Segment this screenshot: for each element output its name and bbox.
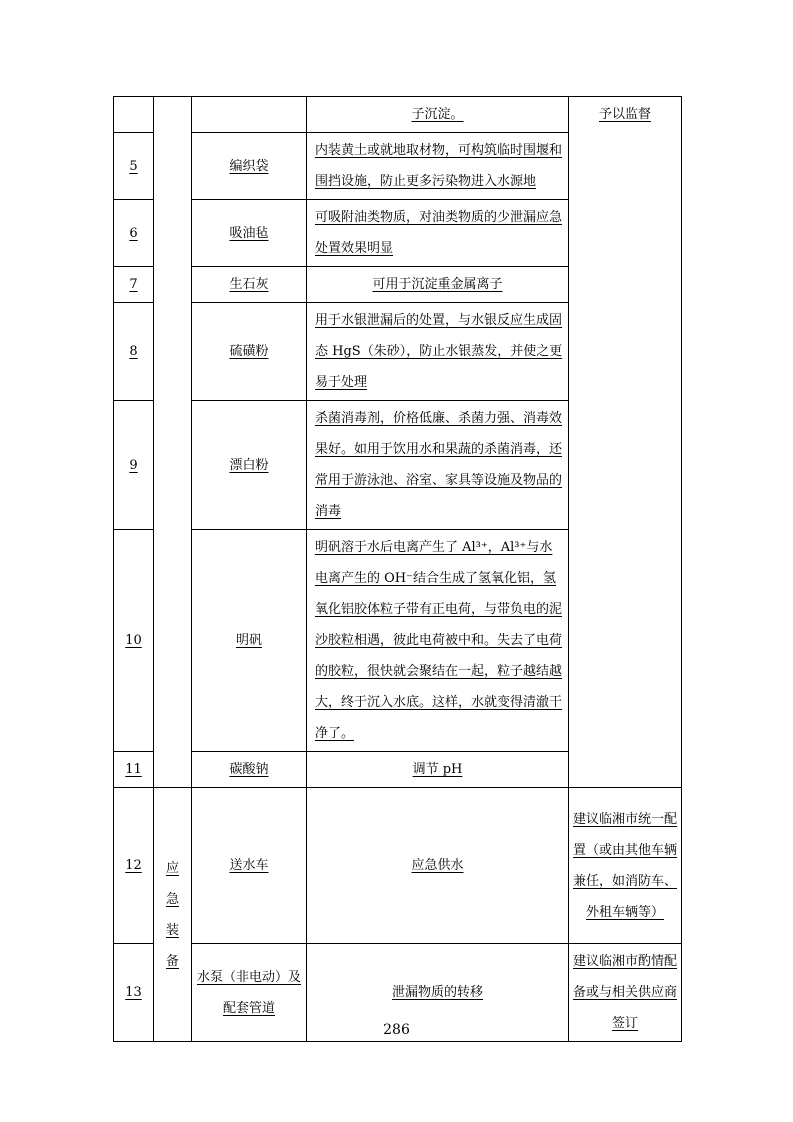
page-number: 286 <box>383 1022 410 1038</box>
material-name: 编织袋 <box>192 133 307 200</box>
row-number: 13 <box>114 944 154 1042</box>
row-number: 5 <box>114 133 154 200</box>
material-desc: 可用于沉淀重金属离子 <box>307 267 569 303</box>
equipment-note: 建议临湘市酌情配备或与相关供应商签订 <box>569 944 682 1042</box>
row-number: 10 <box>114 530 154 752</box>
row-number: 12 <box>114 788 154 944</box>
equipment-note: 建议临湘市统一配置（或由其他车辆兼任，如消防车、外租车辆等） <box>569 788 682 944</box>
note-cell: 予以监督 <box>569 97 682 788</box>
material-desc: 内装黄土或就地取材物，可构筑临时围堰和围挡设施，防止更多污染物进入水源地 <box>307 133 569 200</box>
material-desc: 明矾溶于水后电离产生了 Al³⁺，Al³⁺与水电离产生的 OH⁻结合生成了氢氧化铝，氢氧化铝胶体粒子带有正电荷，与带负电的泥沙胶粒相遇，彼此电荷被中和。失去了电荷的胶粒，很快就会聚结在一起，粒子越结越大，终于沉入水底。这样，水就变得清澈干净了。 <box>307 530 569 752</box>
materials-table <box>113 96 682 1042</box>
equipment-desc: 应急供水 <box>307 788 569 944</box>
equipment-name: 水泵（非电动）及配套管道 <box>192 944 307 1042</box>
category-cell <box>154 97 192 788</box>
material-desc: 可吸附油类物质，对油类物质的少泄漏应急处置效果明显 <box>307 200 569 267</box>
equipment-name: 送水车 <box>192 788 307 944</box>
row-number: 8 <box>114 303 154 401</box>
material-name: 吸油毡 <box>192 200 307 267</box>
material-name <box>192 97 307 133</box>
material-name: 漂白粉 <box>192 401 307 530</box>
row-number: 7 <box>114 267 154 303</box>
material-desc: 用于水银泄漏后的处置，与水银反应生成固态 HgS（朱砂），防止水银蒸发，并使之更易于处理 <box>307 303 569 401</box>
material-desc: 调节 pH <box>307 752 569 788</box>
material-desc: 子沉淀。 <box>307 97 569 133</box>
material-name: 硫磺粉 <box>192 303 307 401</box>
material-desc: 杀菌消毒剂，价格低廉、杀菌力强、消毒效果好。如用于饮用水和果蔬的杀菌消毒，还常用于游泳池、浴室、家具等设施及物品的消毒 <box>307 401 569 530</box>
material-name: 生石灰 <box>192 267 307 303</box>
row-number <box>114 97 154 133</box>
material-name: 碳酸钠 <box>192 752 307 788</box>
row-number: 6 <box>114 200 154 267</box>
row-number: 11 <box>114 752 154 788</box>
equipment-category: 应 急 装 备 <box>154 788 192 1042</box>
material-name: 明矾 <box>192 530 307 752</box>
table-row <box>114 97 682 133</box>
equipment-desc: 泄漏物质的转移 <box>307 944 569 1042</box>
table-row <box>114 788 682 944</box>
row-number: 9 <box>114 401 154 530</box>
